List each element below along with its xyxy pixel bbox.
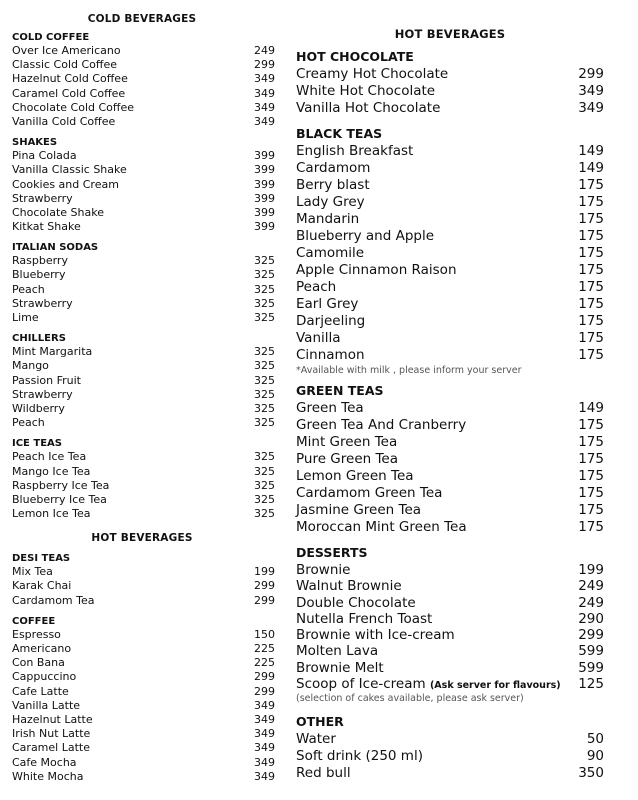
item-name: Raspberry Ice Tea (12, 478, 110, 492)
menu-item (12, 311, 275, 325)
item-price: 175 (578, 417, 604, 433)
item-name: Peach (12, 282, 45, 296)
item-price: 199 (578, 562, 604, 578)
item-price: 349 (254, 755, 275, 769)
section-title: OTHER (296, 714, 344, 730)
item-name: Mix Tea (12, 565, 53, 579)
item-price: 175 (578, 485, 604, 501)
item-name: Red bull (296, 765, 351, 782)
menu-item (12, 86, 275, 101)
item-name: Vanilla Cold Coffee (12, 114, 116, 128)
item-price: 299 (254, 579, 275, 593)
menu-item (12, 712, 275, 727)
menu-item (12, 464, 275, 479)
menu-item (12, 684, 275, 699)
menu-item-scoop (296, 676, 604, 692)
item-price: 399 (254, 163, 275, 177)
item-price: 349 (254, 727, 275, 741)
coffee-section (12, 615, 275, 784)
menu-item (296, 330, 604, 347)
item-name: Vanilla (296, 330, 341, 346)
item-price: 325 (254, 450, 275, 464)
item-name: Apple Cinnamon Raison (296, 262, 457, 278)
item-name: Cookies and Cream (12, 177, 119, 191)
item-name: Creamy Hot Chocolate (296, 66, 449, 82)
item-price: 349 (254, 86, 275, 100)
item-price: 325 (254, 311, 275, 324)
menu-item (296, 279, 604, 296)
item-price: 325 (254, 345, 275, 359)
menu-item (12, 642, 275, 656)
menu-item (12, 149, 275, 163)
item-price: 349 (254, 741, 275, 755)
item-price: 325 (254, 401, 275, 415)
other-section (296, 713, 604, 782)
menu-item (12, 254, 275, 268)
chillers-section (12, 332, 275, 430)
item-name: Irish Nut Latte (12, 727, 91, 741)
item-price: 299 (578, 627, 604, 644)
item-price: 175 (578, 451, 604, 467)
item-name: Brownie with Ice-cream (296, 627, 455, 644)
item-price: 599 (578, 643, 604, 660)
item-name: Passion Fruit (12, 373, 81, 387)
menu-item (296, 627, 604, 643)
item-name: Mint Margarita (12, 345, 93, 359)
menu-item (12, 579, 275, 593)
item-name: Soft drink (250 ml) (296, 748, 423, 765)
hot-chocolate-section (296, 48, 604, 117)
item-price: 299 (254, 58, 275, 72)
menu-item (12, 593, 275, 608)
right-menu-column (296, 0, 604, 782)
item-name: Mandarin (296, 211, 360, 227)
item-name: Pina Colada (12, 149, 77, 163)
item-name: Raspberry (12, 254, 68, 268)
item-price: 90 (586, 748, 604, 765)
item-name: Blueberry Ice Tea (12, 492, 107, 506)
item-name: Wildberry (12, 401, 65, 415)
item-price: 399 (254, 149, 275, 163)
item-name: Espresso (12, 627, 61, 641)
item-price: 290 (578, 610, 604, 627)
menu-item (296, 578, 604, 594)
menu-item (296, 177, 604, 194)
item-name: Cardamom Green Tea (296, 485, 443, 501)
item-name: Cardamom (296, 160, 371, 176)
item-price: 249 (578, 578, 604, 595)
item-name: Hazelnut Latte (12, 712, 93, 726)
item-name: Green Tea And Cranberry (296, 417, 467, 433)
item-name: Peach (12, 416, 45, 430)
menu-item (296, 100, 604, 117)
menu-item (296, 502, 604, 519)
shakes-section (12, 136, 275, 234)
item-name: Peach (296, 279, 337, 295)
item-name: Strawberry (12, 387, 73, 401)
section-title: ICE TEAS (12, 438, 62, 450)
item-name: White Hot Chocolate (296, 83, 436, 99)
item-price: 325 (254, 416, 275, 430)
item-price: 599 (578, 659, 604, 676)
item-name: Nutella French Toast (296, 610, 433, 627)
item-price: 125 (578, 676, 604, 693)
item-price: 325 (254, 268, 275, 282)
item-price: 399 (254, 220, 275, 234)
section-title: BLACK TEAS (296, 126, 383, 141)
item-price: 175 (578, 194, 604, 210)
menu-item (12, 44, 275, 58)
item-name: Caramel Latte (12, 741, 90, 755)
menu-item (12, 114, 275, 129)
item-price: 249 (254, 44, 275, 57)
item-name: Blueberry and Apple (296, 228, 435, 244)
menu-item (296, 83, 604, 100)
section-title: SHAKES (12, 137, 58, 149)
section-title: DESSERTS (296, 545, 368, 560)
item-name: Mango Ice Tea (12, 464, 91, 478)
menu-item (12, 72, 275, 86)
item-price: 225 (254, 642, 275, 655)
item-price: 149 (578, 160, 604, 176)
black-teas-section (296, 125, 604, 377)
menu-item (12, 296, 275, 311)
menu-item (12, 450, 275, 464)
menu-item (12, 755, 275, 770)
item-price: 175 (578, 519, 604, 535)
menu-item (12, 401, 275, 416)
menu-item (296, 245, 604, 262)
section-title: ITALIAN SODAS (12, 242, 99, 254)
item-name: Molten Lava (296, 643, 379, 660)
section-title: HOT CHOCOLATE (296, 49, 414, 64)
item-name: Walnut Brownie (296, 578, 402, 595)
italian-sodas-section (12, 241, 275, 325)
menu-item (296, 595, 604, 611)
menu-item (296, 468, 604, 485)
item-name: Cappuccino (12, 670, 77, 684)
cold-beverages-heading: COLD BEVERAGES (87, 13, 197, 25)
menu-item (12, 177, 275, 192)
item-name: Double Chocolate (296, 594, 416, 611)
menu-item (12, 58, 275, 72)
menu-item (12, 387, 275, 402)
item-price: 349 (254, 698, 275, 712)
menu-item (12, 163, 275, 177)
item-price: 325 (254, 359, 275, 373)
item-name: Over Ice Americano (12, 44, 121, 57)
item-price: 175 (578, 262, 604, 278)
menu-item (12, 191, 275, 206)
item-price: 175 (578, 245, 604, 261)
item-price: 175 (578, 313, 604, 329)
black-teas-note: *Available with milk , please inform your server (296, 365, 522, 376)
item-name: Berry blast (296, 177, 370, 193)
item-price: 349 (254, 114, 275, 128)
item-price: 349 (578, 83, 604, 99)
menu-item (296, 228, 604, 245)
item-name: Jasmine Green Tea (296, 502, 422, 518)
item-price: 175 (578, 502, 604, 518)
item-name: Chocolate Cold Coffee (12, 100, 135, 114)
menu-item (12, 627, 275, 642)
item-name: Earl Grey (296, 296, 359, 312)
item-name: Vanilla Latte (12, 698, 81, 712)
item-name: Cardamom Tea (12, 593, 95, 607)
item-name: Darjeeling (296, 313, 366, 329)
menu-item (296, 748, 604, 765)
item-price: 349 (254, 72, 275, 86)
item-name: Brownie Melt (296, 659, 384, 676)
section-title: GREEN TEAS (296, 383, 384, 398)
item-price: 349 (254, 712, 275, 726)
item-name: Cafe Latte (12, 684, 69, 698)
menu-item (12, 373, 275, 388)
menu-item (296, 296, 604, 313)
item-price: 175 (578, 330, 604, 346)
item-name: Scoop of Ice-cream (Ask server for flavours) (296, 676, 561, 693)
hot-beverages-heading: HOT BEVERAGES (394, 27, 506, 41)
item-price: 175 (578, 434, 604, 450)
item-name: Kitkat Shake (12, 220, 81, 234)
item-price: 399 (254, 205, 275, 219)
green-teas-section (296, 382, 604, 536)
item-price: 399 (254, 177, 275, 191)
item-price: 399 (254, 191, 275, 205)
item-price: 325 (254, 478, 275, 492)
item-name: Americano (12, 642, 72, 655)
menu-item (296, 194, 604, 211)
menu-item (296, 611, 604, 627)
item-price: 325 (254, 387, 275, 401)
item-price: 299 (578, 66, 604, 82)
item-name: Mango (12, 359, 49, 373)
item-name: Con Bana (12, 656, 65, 670)
item-price: 149 (578, 400, 604, 416)
item-price: 325 (254, 373, 275, 387)
item-price: 325 (254, 464, 275, 478)
item-name: Vanilla Hot Chocolate (296, 100, 441, 116)
menu-item (12, 268, 275, 282)
item-price: 325 (254, 296, 275, 310)
item-name: Mint Green Tea (296, 434, 398, 450)
item-price: 325 (254, 282, 275, 296)
item-name: Peach Ice Tea (12, 450, 87, 464)
item-price: 50 (586, 731, 604, 748)
menu-item (12, 282, 275, 297)
item-price: 299 (254, 593, 275, 607)
item-name: Strawberry (12, 296, 73, 310)
item-name: Camomile (296, 245, 365, 261)
menu-item (296, 160, 604, 177)
section-title: COLD COFFEE (12, 32, 90, 43)
menu-item (296, 262, 604, 279)
menu-item (296, 562, 604, 578)
item-name: Pure Green Tea (296, 451, 399, 467)
item-name: Green Tea (296, 400, 364, 416)
menu-item (12, 205, 275, 220)
menu-item (12, 359, 275, 373)
desi-teas-section (12, 552, 275, 608)
desserts-section (296, 544, 604, 705)
menu-item (296, 417, 604, 434)
item-name: Strawberry (12, 191, 73, 205)
item-name: Water (296, 731, 336, 748)
menu-item (296, 451, 604, 468)
menu-item (12, 656, 275, 670)
item-name: Cafe Mocha (12, 755, 77, 769)
item-price: 175 (578, 228, 604, 244)
menu-item (296, 66, 604, 83)
menu-item (296, 400, 604, 417)
menu-item (12, 741, 275, 755)
item-name: Lady Grey (296, 194, 365, 210)
item-price: 349 (578, 100, 604, 116)
ice-teas-section (12, 437, 275, 521)
menu-item (296, 211, 604, 228)
item-name: Moroccan Mint Green Tea (296, 519, 467, 535)
flavour-note: (Ask server for flavours) (429, 680, 561, 692)
item-name: Cinnamon (296, 347, 365, 363)
item-name: Hazelnut Cold Coffee (12, 72, 128, 86)
menu-item (296, 765, 604, 782)
item-name: Lime (12, 311, 39, 324)
desserts-note: (selection of cakes available, please ask server) (296, 693, 524, 705)
item-price: 175 (578, 211, 604, 227)
item-price: 349 (254, 769, 275, 783)
item-name: English Breakfast (296, 143, 414, 159)
section-title: COFFEE (12, 615, 56, 627)
menu-item (296, 660, 604, 676)
section-title: DESI TEAS (12, 553, 71, 565)
menu-item (12, 492, 275, 507)
menu-item (296, 519, 604, 536)
menu-item (12, 345, 275, 359)
item-price: 325 (254, 507, 275, 521)
menu-item (12, 565, 275, 579)
menu-item (296, 143, 604, 160)
menu-item (12, 670, 275, 684)
item-price: 299 (254, 684, 275, 698)
menu-item (296, 347, 604, 364)
menu-item (296, 434, 604, 451)
cold-coffee-section (12, 31, 275, 129)
item-price: 325 (254, 254, 275, 268)
menu-item (12, 416, 275, 430)
item-price: 175 (578, 177, 604, 193)
hot-beverages-heading: HOT BEVERAGES (91, 532, 193, 545)
item-price: 175 (578, 296, 604, 312)
menu-item (12, 727, 275, 741)
item-price: 249 (578, 594, 604, 611)
menu-item (296, 731, 604, 748)
item-name: Chocolate Shake (12, 205, 104, 219)
item-price: 175 (578, 347, 604, 363)
item-name: Caramel Cold Coffee (12, 86, 126, 100)
item-name: Blueberry (12, 268, 66, 282)
menu-item (12, 220, 275, 234)
menu-item (12, 769, 275, 784)
item-name: Brownie (296, 562, 351, 578)
item-price: 149 (578, 143, 604, 159)
menu-item (296, 313, 604, 330)
item-name: Vanilla Classic Shake (12, 163, 127, 177)
menu-item (12, 507, 275, 521)
item-price: 349 (254, 100, 275, 114)
item-price: 150 (254, 627, 275, 641)
item-price: 350 (578, 765, 604, 782)
item-price: 225 (254, 656, 275, 670)
section-title: CHILLERS (12, 333, 66, 345)
menu-item (296, 485, 604, 502)
item-price: 175 (578, 279, 604, 295)
item-price: 175 (578, 468, 604, 484)
menu-item (12, 100, 275, 115)
item-price: 199 (254, 565, 275, 579)
item-name: Lemon Ice Tea (12, 507, 91, 521)
item-name: Classic Cold Coffee (12, 58, 118, 72)
menu-item (12, 698, 275, 713)
item-name: Karak Chai (12, 579, 72, 593)
left-menu-column (12, 0, 275, 784)
item-name: Lemon Green Tea (296, 468, 414, 484)
menu-item (296, 643, 604, 659)
menu-item (12, 478, 275, 493)
item-name: White Mocha (12, 769, 84, 783)
item-price: 299 (254, 670, 275, 684)
item-price: 325 (254, 492, 275, 506)
